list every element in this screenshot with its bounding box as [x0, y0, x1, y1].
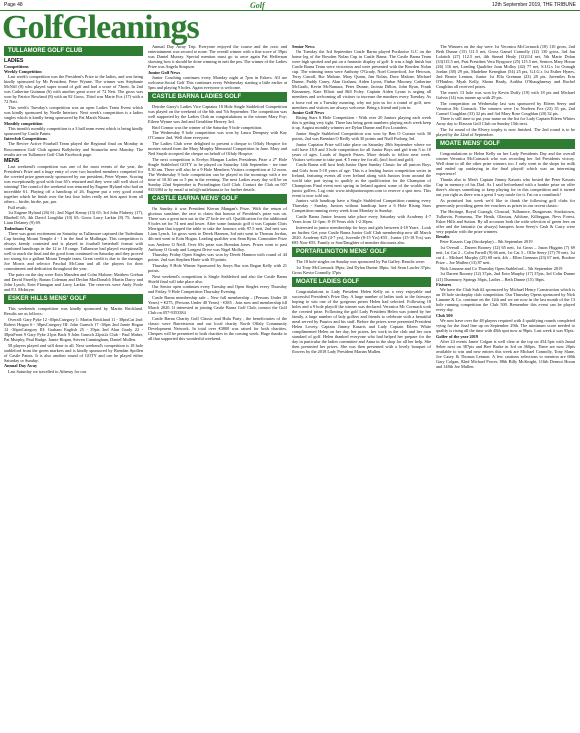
paragraph: Last Saturday we travelled to Athenry for our [8, 368, 87, 374]
paragraph: 1st Tony McCormack 39pts; 2nd Dylan Dunne 38pts; 3rd Sean Lawler 37pts; Gross Kevin Connolly 37pts [292, 264, 431, 275]
paragraph: Last weekend's competition was one of the most events of the year, the President's Prize and a huge entry of over two hundred members competed for the coveted prize generously sponsored by our president, Peter Wynne. Scoring was exceptionally good with four 65's returned and they were still well short of winning! The round of the weekend was returned by Eugene Hyland who had an incredible 61. Playing off a handicap of 26, Eugene put a very good round together which he finish over the last four holes really set him apart from all others – birdie, birdie, par, par. [4, 163, 143, 204]
paragraph: Nick Linnane and Co Thursday Open Stableford – 5th September 2019 [440, 265, 563, 271]
paragraph: The competition on Wednesday last was sponsored by Eileen Seery and Veronica Mc Cormack. The winners were 1st Noeleen Fox (23) 35 pts, 2nd Carmel Coughlan (33) 32 pts and 3rd Mary Rose Coughlan (20) 32 pts. [436, 100, 575, 116]
paragraph: Peter Kasaris Cup (Strokeplay) – 8th September 2019 [440, 239, 533, 245]
paragraph: Full result; [8, 204, 27, 210]
paragraph: Castle Barna will host Irish Junior Open Sunday Classic for all juniors Boys and Girls from 5-18 years of age. This is a leading Junior competition series in Ireland, featuring events all over Ireland along with Juniors from around the world take part trying to qualify as the qualification for the Champion of Champions Final event next spring in Ireland against some of the worlds elite junior golfers. Log onto www.irishjuniorsopen.com to reserve a spot now. This event is now sold out. [292, 162, 431, 198]
paragraph: The men's 13 hole was won by Kevin Duffy (19) with 18 pts and Michael Galvin (14) was runner up with 29 pts. [436, 90, 575, 101]
section-header-bar[interactable]: ESKER HILLS MENS' GOLF [4, 294, 143, 304]
paragraph: Junior Coaching continues every Monday night at 7pm in Eskers. All are welcome.Social Golf This continues every Wednesday starting a little earlier at 5pm and playing 9 holes. Again everyone is welcome. [148, 74, 287, 90]
page-number: Page 48 [4, 2, 23, 8]
paragraph: The Heritage, Royal Curragh, Cloncarl, Tullamore, Dungarvan, Stackstown, Tullarvin, Portumna, The Heath, Glasson, Athlone, Kilbeggan, Nevs Forest, Esker Hills and Sutton. By all accounts both the wide selection of green fees on offer and the fantastic (as always) hampers from Seery's Cash & Carry were very popular with the prize winners. [436, 208, 575, 234]
section-header-bar[interactable]: CASTLE BARNA MENS' GOLF [148, 194, 287, 204]
paragraph: The 1st round of the Elvery trophy is now finished. The 2nd round is to be played by the 22nd of September. [436, 127, 575, 138]
page-title: GolfGleanings [2, 9, 199, 46]
section-header-bar[interactable]: MOATE MENS' GOLF [436, 139, 575, 149]
date-and-paper: 12th September 2019, THE TRIBUNE [491, 2, 576, 8]
subheading: Interclub Competitions [4, 136, 47, 142]
section-heading: MENS [4, 157, 20, 164]
subheading: Junior Golf News [148, 69, 181, 75]
paragraph: After 24 events Jamie Colgan is well clear at the top on 454.5pts with Jamal Seber next on 387pts and Bert Burke in 3rd on 360pts. There are now 20pts available to win and new entries this week are Michael Connolly, Tony Slane, Joe Casey & Thomas Lennon. A few cautious selections to mention are 68th Gary Colgan, 82nd Michael Power, 88th Billy McKnight, 116th Dermot Horan and 148th Joe Mullen. [436, 338, 575, 370]
paragraph: 1st Eugene Hyland (26) 61; 2nd Nigel Kenny (13) 65; 3rd John Flaherty (17), Bluebell 65; 4th David Loughlin (10) 65; Gross Larry Larkin (8) 75; Junior Liam Delaney (9) 69. [4, 210, 143, 226]
paragraph: We have the Club Sub #2 sponsored by Michael Henry Construction which is an 18 hole strokeplay club competition. Our Thursday Opens sponsored by Nick Linnane & Co. continue on the 12th and we are now in the last month of the 13 hole running competition the Club 500. Remember this event can be played every day. [436, 287, 575, 313]
section-label: Golf [249, 0, 265, 10]
article-columns [0, 44, 580, 733]
paragraph: This weekends competition was kindly sponsored by Martin Brickland. Results are as follows: [4, 306, 143, 317]
paragraph: There was great excitement on Saturday as Tullamore captured the Tudenham Cup beating Mount Temple 4 - 1 in the final in Mullingar. This competition is always keenly contested and is played in fourball betterball format with combined handicaps in the 12 to 18 range. Tullamore had played exceptionally well to reach the final and the good form continued on Saturday and they proved too strong for a gallant Mount Temple team. Great credit is due to the manager Joe Morris and selector Paschal McCann and all the players for their commitment and dedication throughout the year. [4, 231, 143, 272]
paragraph: Thanks also to Men's Captain Jimmy Kasaris who hosted the Peter Kasaris Cup in memory of his Dad. As I said beforehand with a bonbie prize on offer there's always something to keep playing for in this competition and it turned out you right as there was a great 3 way tussle for it. I'm on a countback! [436, 177, 575, 198]
paragraph: Juniors with handicap have a Single Stableford Competition running every Thursday - Sunday. Juniors without handicap have a 6 Hole Rising Stars Competition running every week from Monday to Sunday. [292, 198, 431, 214]
paragraph: Castle Barna Charity Golf Classic and Hula Party , the beneficiaries of the classic were Barretstown and our local charity North Offaly Community Development Network. In total over €3800 was raised for both charities. Cheques will be presented to both charities in the coming week. Huge thanks to all that supported this wonderful weekend. [148, 315, 287, 341]
paragraph: 1st Darren Rooney (12) 37pts, 2nd Eoin Murphy (17) 37pts, 3rd Colin Dunne (21) Dunmurry Springs 36pts, Ladies – Beth Dunne (15) 36pts. [436, 271, 575, 282]
paragraph: The Winners on the day were 1st Veronica McCormack (18) 110 gross, 2nd Beth Dunne (15) 111.5 net, Gross Gamel Connolly (12) 130 gross, 3rd Jan Lolaitch (27) 112.5 net, 4th Sinead Healy (12)114 net, 5th Marie Dolan (33)115.5 net, Past President Vera Byrgrave (25) 115.5 net, Seniors Mary Horan (26) 116 net, Leading Qualifier Joan Molloy (42) 77 net, S.I.G.s 1st Oonagh Jordan (38) 29 pts, Madeline Keneghan (54) 25 pts, G.I.G.s 1st Esther Hynes, 2nd Bernie Lennon, Junior 1st Ella Grennan (23) 28 pts, Juveniles Erin O'Hanlon, Myah Kelly, Shona Brady, Aoibha O'Shaughnessy and Rachel Coughlan all received prizes. [436, 44, 575, 90]
paragraph: Congratulations to Helen Kelly on her Lady Presidents Day and the overall winner Veronica McCormack who was recording her 3rd Presidents victory. Well done to all the other prize winners too. I only went to the shops for milk and ended up outdaying in the final playoff which was an interesting experience! [436, 151, 575, 177]
paragraph: Annual Day Away Trip. Everyone enjoyed the course and the craic and entertainment was second to none. The overall winner with a fine score of 39pts was Daniel Murray. Special mention must go to once again Pat Heffernan showing how it should be done winning in nett the pm. The winner of the Ladies Prize was Angela Simpson. [148, 44, 287, 70]
paragraph: 1st Overall – Darren Rooney (12) 65 nett, 1st Gross – Jason Higgins (7) 69 nett, 1st Cat 2 – Colm Farrell (9) 66 nett, 1st Cat 3 – Ollie Seery (17) 70 nett, 1st cat 4 – Michael Murphy (25) 68 nett, 4th – Ellen Grennan (23) 67 nett, Booboe Prize – Joe Mullen (13) 87 nett. [436, 245, 575, 266]
section-header-bar[interactable]: TULLAMORE GOLF CLUB [4, 46, 143, 56]
paragraph: The next competition is Evelyn Mangan Ladies Presidents Prize a 2* Hole Single Stableford GOTY to be played on Saturday 14th September - tee time 8.30 am. There will also be a 9 Hole Members Visitors competition at 12 noon. The Wednesday 9 hole competition can be played in the mornings with a tee time of 10.30 am or 5 pm in the evening. The next Ladies away day will be on Sunday 22nd September to Portarlington Golf Club. Contact the Club on 057 9353384 or by email at info@castlebarna.ie for further details. [148, 156, 287, 193]
paragraph: The Ladies Club were delighted to present a cheque to Offaly Hospice for monies raised from the Mary Murphy Memorial Competition in June. Mary and Ned Smyth accepted the cheque on behalf of Offaly Hospice. [148, 141, 287, 157]
paragraph: There is still time to put your name on the list for Lady Captain Eileen Whites Away day to Elasson Golf Club on Sunday 15th next. [436, 116, 575, 127]
paragraph: The Revive Active Fourball Team played the Regional final on Monday in Roscommon Golf Club against Ballyboley and Stranorlar next Monday. The results are on Tullamore Golf Club Facebook page. [4, 141, 143, 157]
column-1 [4, 44, 143, 733]
subheading: Senior News [292, 44, 315, 49]
subheading: Competitions [4, 64, 29, 69]
paragraph: This week's Tuesday's competition was an open Ladies Team Event which was kindly sponsored by Noelle Interiors. Next week's competition is a ladies singles which is kindly being sponsored by Pat Marsh Nissan. [4, 104, 143, 121]
section-header-bar[interactable]: CASTLE BARNA LADIES GOLF [148, 92, 287, 102]
paragraph: This month's monthly competition is a 3 ball team event which is being kindly sponsored by Castle Paints. [4, 125, 143, 136]
paragraph: Interested in junior membership for boys and girls between 4-18 Years . Look no further. Get your Castle Barna Junior Golf Club membership now till March 2020. Academy €25 (4-7 yrs), Juvenile (8-15 Yrs) €55 , Junior (15-18 Yrs) was €85 Now €55. Family or Son/Daughter of member discounts also. [292, 224, 431, 245]
paragraph: As promised last week we'd like to thank the following golf clubs for generously providing green fee vouchers as prizes in our recent classic: [436, 197, 575, 208]
section-header-bar[interactable]: PORTARLINGTON MENS' GOLF [292, 247, 431, 257]
column-3 [292, 44, 431, 733]
subheading: Monthly competition [4, 120, 43, 126]
section-header-bar[interactable]: MOATE LADIES GOLF [292, 277, 431, 287]
subheading: Annual Day Away [4, 363, 38, 369]
column-2 [148, 44, 287, 733]
paragraph: The Wednesday 9 hole competition was won by Laura Dempsey with Kay O'Connor 2nd. Well done everyone. [148, 130, 287, 141]
paragraph: We now have over the 48 players required with 4 qualifying rounds completed vying for the final line up on September 29th. The minimum score needed to qualify is rising all the time with 48th spot now at 96pts. Last week it was 95pts. [436, 318, 575, 334]
section-heading: LADIES [4, 58, 24, 64]
paragraph: On Sunday it was President Kieran Mangan's Prize. With the return of glorious sunshine, the race to claim that honour of President's prize was on. There was a great turn out in the 27 hole tee off. Qualification for the additional 9 holes set for 74 nett and lower. After some fantastic golf it was Captain Chris Merrigan that topped the table to take the honours with 97.5 nett, 2nd nett was Liam Lynch, 1st gross went to Derek Hannon, 3rd nett went to Thomas Jordan, 4th nett went to Eoin Hogan. Leading qualifier was Sean Ryan. Committee Prize was Andrew O Neill. Over 65s prize was Brendan Jones. Prizes went to past Anthony O Grady and Longest Drive was Nigel Molloy. [148, 206, 287, 252]
paragraph: The 18 hole singles on Sunday was sponsored by Pat Gaffey. Results were: [296, 258, 426, 264]
paragraph: On Tuesday the 3rd September Castle Barna played Portlaoise G.C on the home leg of the Bowden Nolan Cup in Castle Barna. The Castle Barna Team were high spirited and put on a fantastic display of golf. It was a high finish but Castle Barna Team were victorious and were presented with the Bowden Nolan cup. The winning team were Anthony O'Grady, Noel Comerford, Joe Hewson, Terry Carroll, Bor Malone, Mary Quinn, Jim Nolan, Dave Malone, Michael Dunne, Paddy Casey, Alan Graham, Aiden Lyons, Finbar Mooney, Catherine McGrath, Kevin McNamara, Peter Dunne, Jacinta Dillon, John Ryan, Frank Kinnarney, Kate Elliott and Bill Foley. Captain Aiden Lyons is urging all members and welcoming all visitors to increase the numbers every Tuesday. As a loose rod on a Tuesday morning, why not join us for a round of golf, new members and visitors are always welcome. Bring a friend and join in. [292, 49, 431, 110]
paragraph: 58 players played and will done to all. Next weekend's competition is 18 hole stableford from the green markers and is kindly sponsored by Brendan Spollen of Castle Paints. It is also another round of GOTY and can be played either Saturday or Sunday. [4, 342, 143, 363]
paragraph: Thursday 9 Hole Winner Sponsored by Sezys Bar was Regan Kelly with 21 points. [148, 262, 287, 273]
paragraph: Castle Barna membership sale – New full membership – (Persons Under 30 Years) = €275, (Persons Under 40 Years) - €385 . Join now and membership till March 2020. If interested in joining Castle Barna Golf Club, contact the Golf Club on 057-9353384 [148, 294, 287, 316]
paragraph: Last week's competition was the President's Prize to the ladies, and was being kindly sponsored by Mr President, Peter Wynne. The winner was Stephanie McNiff (8) who played super round of golf and had a score of 73nett. In 2nd was Catherine Guinnan (6) with another great score of 72 Nett. The gross was won by Patrice Rowland (8) with an 82 Gross. Third was Marie Fox (17) with a 72 Nett. [4, 74, 143, 105]
subheading: Fixtures [436, 282, 452, 288]
paragraph: The pairs on the day were Eoin Marsden and Colm Malone; Matthew Grehan and David Farrelly; Ronan Coleman and Declan MacDonald; Martin Darcy and John Lynch, Eoin Flanagan and Larry Larkin. The reserves were Andy Poole and P.J. McIntyre. [4, 271, 143, 293]
subheading: Club 500 [436, 313, 453, 319]
paragraph: Junior Single Stableford Competition was won by Ben O Connor with 30 points, 2nd was Brendan O Reilly with 30 points and Niall Furlong 3rd. [292, 130, 431, 142]
paragraph: Congratulations to Lady President Helen Kelly on a very enjoyable and successful President's Prize Day. A large number of ladies took to the fairways hoping to win one of the gorgeous prizes Helen had selected. Following 18 holes and a 9 hole playoff the winner was declared, Veronica Mc Cormack took the coveted prize. Following the golf Lady President Helen was joined by her family, a large number of lady golfers and friends to celebrate with a beautiful meal served by Paurics and his staff. Before the prizes were presented President Helen Lovety, Captain Jimmy Kasaris and Lady Captain Eileen White complimented Helen on her day, her prizes, her work in the club and her own standard of golf. Helen thanked everyone who had helped her prepare for the day in particular the ladies committee and Anna in the shop for all her help. She then presented her prizes. She was then presented with a lovely bouquet of flowers by the 2018 Lady President Marian Mullen. [292, 288, 431, 355]
paragraph: Rising Stars 6 Hole Competition - With over 20 Juniors playing each week this is getting very tight. There has being great numbers playing each week keep it up. August monthly winners are Dylan Dunne and Eva Lounders. [292, 115, 431, 131]
paragraph: Next weekend's competition is Single Stableford and also the Castle Barna Shield final will take place also. [148, 273, 287, 284]
subheading: Tudenham Cup [4, 225, 33, 231]
subheading: Golfer of the year 2019 [436, 333, 479, 339]
subheading: Junior Golf News [292, 110, 325, 116]
paragraph: Junior Captains Prize will take place on Saturday 28th September where we will have 18,9 and 3 hole competition for all Junior Boys and girl from 5 to 18 years of ages. Loads of Superb Prizes. More details to follow next week. Visitors welcome to take part. € 5 entry fee for all, (incl food and golf). [292, 141, 431, 162]
paragraph: Our Senior open continues every Tuesday and Open Singles every Thursday and Friday. 9 Hole Competition Thursday Evening. [148, 284, 287, 295]
subheading: Weekly Competition [4, 69, 42, 75]
paragraph: Brid Connor was the winner of the Saturday 9 hole competition. [152, 124, 263, 130]
paragraph: Deirdre Garry's Ladies Vice Captains 18 Hole Single Stableford Competition was played on the weekend of the 6th and 7th September. The competition was well supported by the Ladies Club an congratulations to the winner Mary Foy; Eileen Wynne was 2nd and Geraldine Heavey 3rd. [148, 104, 287, 125]
paragraph: Overall: Gary Pyke 12 -40ptsCategory 1: Martin Brickland 11 - 38ptsCat 2nd: Robert Hogan 6 - 38ptsCategory III: John Gunsch 17 -38pts 2nd Jamie Hogan 12 -36ptsCategory III: Graham English 25 - 39pts 2nd Alan Grady 22 - 38ptsFront 9 Gary Pyke 21pts Back 9 John Gunsch 22pts2s Club - Paul Maher, Pat Murphy, Paul Rudge, Jamie Hogan, Steven Cunningham, Daniel Mollen. [4, 316, 143, 343]
paragraph: Castle Barna Junior lessons take place every Saturday with Academy 4-7 Years from 12-1pm. 8-18 Years olds 1-2.30pm. [292, 214, 431, 225]
paragraph: Thursday Friday Open Singles was won by Derek Hannon with round of 44 points. 2nd was Stephen Harte with 39 points. [148, 252, 287, 263]
subheading: Results [436, 234, 450, 240]
column-4 [436, 44, 575, 733]
masthead [0, 11, 580, 45]
